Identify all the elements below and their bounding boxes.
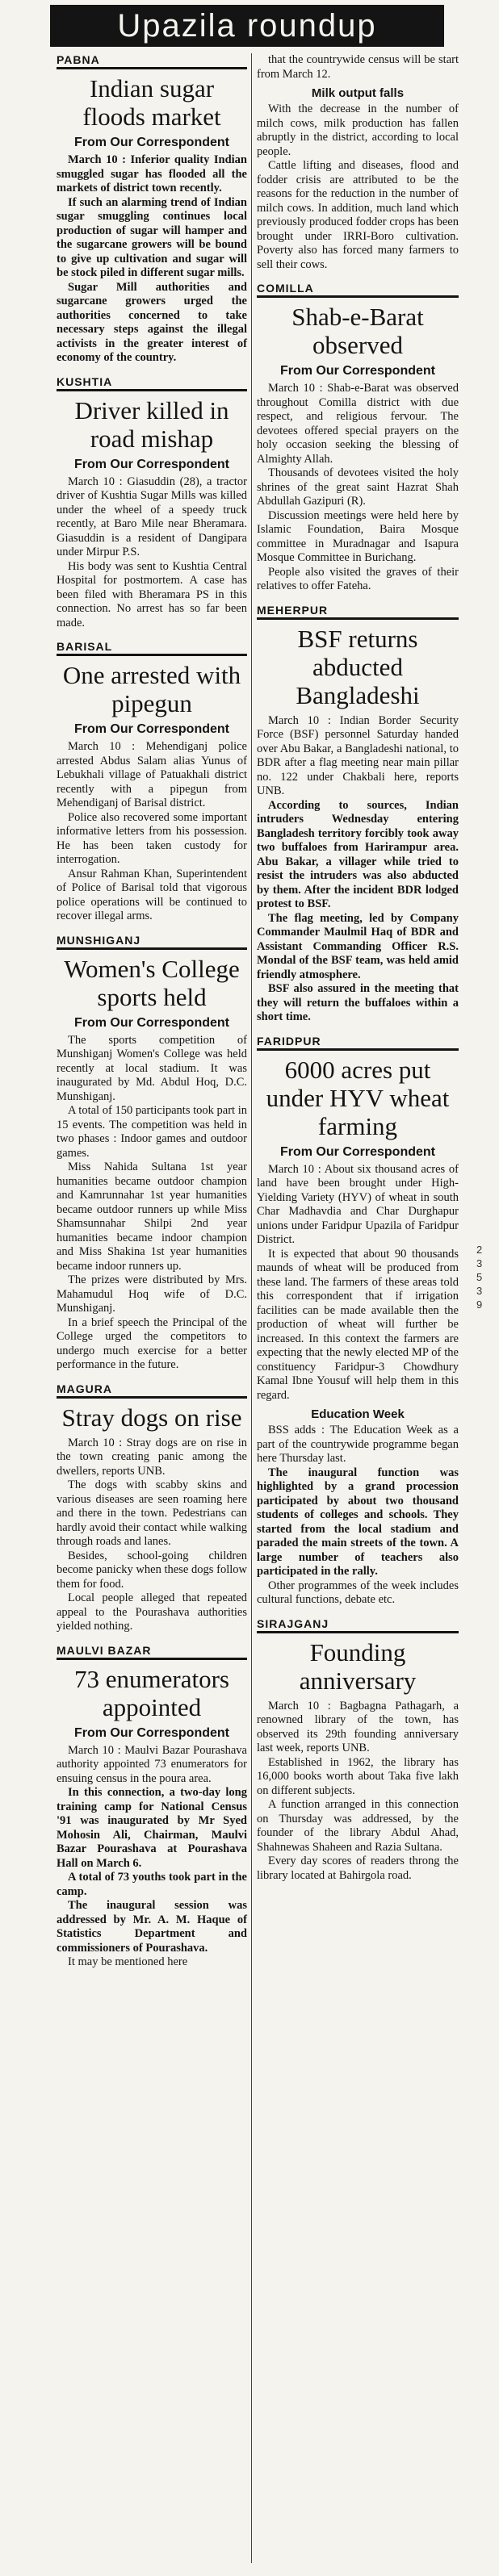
- paragraph: BSF also assured in the meeting that they will return the buffaloes within a short time.: [257, 982, 459, 1023]
- paragraph: The flag meeting, led by Company Commander Maulmil Haq of BDR and Assistant Commanding Officer R.S. Mondal of the BSF team, was held amid friendly atmosphere.: [257, 911, 459, 981]
- fragment-text: 3: [476, 1285, 483, 1297]
- paragraph: The sports competition of Munshiganj Women's College was held recently at local stadium. It was inaugurated by Md. Abdul Hoq, D.C. Munshiganj.: [57, 1033, 247, 1103]
- paragraph: Besides, school-going children become panicky when these dogs follow them for food.: [57, 1549, 247, 1591]
- paragraph: In this connection, a two-day long training camp for National Census '91 was inaugurated by Mr Syed Mohosin Ali, Chairman, Maulvi Bazar Pourashava at Pourashava Hall on March 6.: [57, 1786, 247, 1870]
- paragraph: Established in 1962, the library has 16,000 books worth about Taka five lakh on different subjects.: [257, 1755, 459, 1797]
- paragraph: The inaugural function was highlighted by a grand procession participated by about two thousand students of colleges and schools. They started from the local stadium and paraded the main streets of the town. A large number of teachers also participated in the rally.: [257, 1466, 459, 1578]
- paragraph: Local people alleged that repeated appeal to the Pourashava authorities yielded nothing.: [57, 1591, 247, 1633]
- story-maulvi-bazar: [57, 1644, 247, 1970]
- headline: Indian sugar floods market: [82, 74, 221, 131]
- paragraph: Police also recovered some important informative letters from his possession. He has been taken custody for interrogation.: [57, 810, 247, 866]
- paragraph: The prizes were distributed by Mrs. Mahamudul Hoq wife of D.C. Munshiganj.: [57, 1273, 247, 1315]
- paragraph: Sugar Mill authorities and sugarcane growers urged the authorities concerned to take necessary steps against the illegal activists in the greater interest of economy of the country.: [57, 280, 247, 364]
- fragment-text: 5: [476, 1271, 483, 1283]
- dateline: FARIDPUR: [257, 1035, 459, 1051]
- paragraph: The dogs with scabby skins and various diseases are seen roaming here and there in the town. Pedestrians can hardly avoid their contact while walking through roads and lanes.: [57, 1478, 247, 1548]
- headline: BSF returns abducted Bangladeshi: [296, 624, 420, 709]
- story-meherpur: [257, 604, 459, 1025]
- paragraph: With the decrease in the number of milch cows, milk production has fallen abruptly in the district, according to local people.: [257, 102, 459, 158]
- byline: From Our Correspondent: [73, 136, 229, 149]
- paragraph: People also visited the graves of their relatives to offer Fateha.: [257, 565, 459, 592]
- dateline: COMILLA: [257, 282, 459, 298]
- adjacent-column-fragment: [476, 1243, 499, 1311]
- story-munshiganj: [57, 934, 247, 1373]
- story-kushtia: [57, 375, 247, 631]
- fragment-text: 2: [476, 1244, 483, 1256]
- story-pabna: [57, 53, 247, 366]
- fragment-text: 9: [476, 1298, 483, 1311]
- dateline: MUNSHIGANJ: [57, 934, 247, 950]
- paragraph: March 10 : Shab-e-Barat was observed throughout Comilla district with due respect, and religious fervour. The devotees offered special prayers on the holy occasion seeking the blessing of Almighty Allah.: [257, 382, 459, 466]
- paragraph: It may be mentioned here: [68, 1955, 188, 1968]
- column-rule: [251, 53, 252, 2563]
- dateline: BARISAL: [57, 640, 247, 656]
- paragraph: March 10 : Inferior quality Indian smuggled sugar has flooded all the markets of district town recently.: [57, 153, 247, 194]
- story-sirajganj: [257, 1617, 459, 1884]
- paragraph: Miss Nahida Sultana 1st year humanities became outdoor champion and Kamrunnahar 1st year humanities became outdoor runners up while Miss Shamsunnahar Shilpi 2nd year humanities became indoor champion and Miss Shakina 1st year humanities became indoor runners up.: [57, 1160, 247, 1273]
- dateline: MEHERPUR: [257, 604, 459, 620]
- story-faridpur: [257, 1035, 459, 1608]
- paragraph: His body was sent to Kushtia Central Hospital for postmortem. A case has been filed with Bheramara PS in this connection. No arrest has so far been made.: [57, 559, 247, 629]
- dateline: SIRAJGANJ: [257, 1617, 459, 1633]
- paragraph: March 10 : Giasuddin (28), a tractor driver of Kushtia Sugar Mills was killed under the wheel of a speedy truck recently, at Baro Mile near Bheramara. Giasuddin is a resident of Dangipara under Mirpur P.S.: [57, 475, 247, 558]
- subhead: Milk output falls: [311, 86, 405, 100]
- dateline: PABNA: [57, 53, 247, 69]
- headline: Stray dogs on rise: [61, 1403, 242, 1432]
- right-column: [257, 53, 459, 1892]
- left-column: [57, 53, 247, 1980]
- paragraph: Cattle lifting and diseases, flood and fodder crisis are attributed to be the reasons for the reduction in the number of milch cows. In addition, much land which previously produced fodder crops has been brought under IRRI-Boro cultivation. Poverty also has forced many farmers to sell their cows.: [257, 159, 459, 271]
- byline: From Our Correspondent: [279, 1144, 435, 1159]
- paragraph: that the countrywide census will be start from March 12.: [257, 53, 459, 81]
- byline: From Our Correspondent: [73, 722, 229, 736]
- byline: From Our Correspondent: [73, 457, 229, 471]
- paragraph: March 10 : About six thousand acres of land have been brought under High-Yielding Variety (HYV) of wheat in south Char Madhavdia and Char Durghapur unions under Faridpur Upazila of Faridpur District.: [257, 1162, 459, 1246]
- paragraph: In a brief speech the Principal of the College urged the competitors to undergo much exercise for a better performance in the future.: [57, 1315, 247, 1371]
- subhead: Education Week: [311, 1407, 405, 1421]
- paragraph: Discussion meetings were held here by Islamic Foundation, Baira Mosque committee in Muradnagar and Isapura Mosque Committee in Burichang.: [257, 508, 459, 564]
- paragraph: March 10 : Indian Border Security Force (BSF) personnel Saturday handed over Abu Bakar, a Bangladeshi national, to BDR after a flag meeting near main pillar no. 122 under Chakbali here, reports UNB.: [257, 713, 459, 797]
- headline: Founding anniversary: [299, 1637, 417, 1695]
- byline: From Our Correspondent: [73, 1725, 229, 1740]
- story-magura: [57, 1382, 247, 1634]
- byline: From Our Correspondent: [73, 1015, 229, 1030]
- headline: 73 enumerators appointed: [74, 1664, 229, 1721]
- paragraph: March 10 : Mehendiganj police arrested Abdus Salam alias Yunus of Lebukhali village of Patuakhali district recently with a pipegun from Mehendiganj of Barisal district.: [57, 740, 247, 809]
- paragraph: Every day scores of readers throng the library located at Bahirgola road.: [257, 1855, 459, 1882]
- section-banner: Upazila roundup: [50, 5, 444, 47]
- paragraph: The inaugural session was addressed by Mr. A. M. Haque of Statistics Department and commissioners of Pourashava.: [57, 1899, 247, 1955]
- dateline: KUSHTIA: [57, 375, 247, 391]
- fragment-text: 3: [476, 1257, 483, 1269]
- paragraph: BSS adds : The Education Week as a part of the countrywide programme began here Thursday last.: [257, 1424, 459, 1465]
- paragraph: According to sources, Indian intruders Wednesday entering Bangladesh territory forcibly took away two buffaloes from Harirampur area. Abu Bakar, a villager while tried to resist the intruders was also abducted by them. After the incident BDR lodged protest to BSF.: [257, 798, 459, 910]
- headline: Driver killed in road mishap: [74, 395, 229, 453]
- paragraph: Thousands of devotees visited the holy shrines of the great saint Hazrat Shah Abdullah Gazipuri (R).: [257, 466, 459, 508]
- paragraph: March 10 : Maulvi Bazar Pourashava authority appointed 73 enumerators for ensuing census in the poura area.: [57, 1743, 247, 1785]
- paragraph: Other programmes of the week includes cultural functions, debate etc.: [257, 1579, 459, 1606]
- paragraph: A total of 150 participants took part in 15 events. The competition was held in two phases : Indoor games and outdoor games.: [57, 1104, 247, 1160]
- paragraph: A function arranged in this connection on Thursday was addressed, by the founder of the library Abdul Ahad, Shahnewas Shaheen and Razia Sultana.: [257, 1798, 459, 1854]
- story-continuation: [257, 53, 459, 272]
- headline: 6000 acres put under HYV wheat farming: [266, 1055, 450, 1140]
- paragraph: If such an alarming trend of Indian sugar smuggling continues local production of sugar will hamper and the sugarcane growers will be bound to give up cultivation and sugar will be stock piled in different sugar mills.: [57, 195, 247, 279]
- paragraph: Ansur Rahman Khan, Superintendent of Police of Barisal told that vigorous police operations will be continued to recover illegal arms.: [57, 867, 247, 922]
- headline: One arrested with pipegun: [62, 661, 241, 717]
- dateline: MAULVI BAZAR: [57, 1644, 247, 1660]
- story-barisal: [57, 640, 247, 924]
- paragraph: March 10 : Bagbagna Pathagarh, a renowned library of the town, has observed its 29th founding anniversary last week, reports UNB.: [257, 1699, 459, 1754]
- paragraph: A total of 73 youths took part in the camp.: [57, 1871, 247, 1898]
- headline: Women's College sports held: [64, 954, 240, 1011]
- headline: Shab-e-Barat observed: [291, 303, 424, 359]
- story-comilla: [257, 282, 459, 594]
- dateline: MAGURA: [57, 1382, 247, 1399]
- paragraph: March 10 : Stray dogs are on rise in the town creating panic among the dwellers, reports UNB.: [57, 1436, 247, 1478]
- paragraph: It is expected that about 90 thousands maunds of wheat will be produced from these land. The farmers of these areas told this correspondent that if irrigation facilities can be made available then the production of wheat will further be increased. In this context the farmers are expecting that the newly elected MP of the constituency Faridpur-3 Chowdhury Kamal Ibne Yousuf will help them in this regard.: [257, 1247, 459, 1402]
- byline: From Our Correspondent: [279, 364, 435, 378]
